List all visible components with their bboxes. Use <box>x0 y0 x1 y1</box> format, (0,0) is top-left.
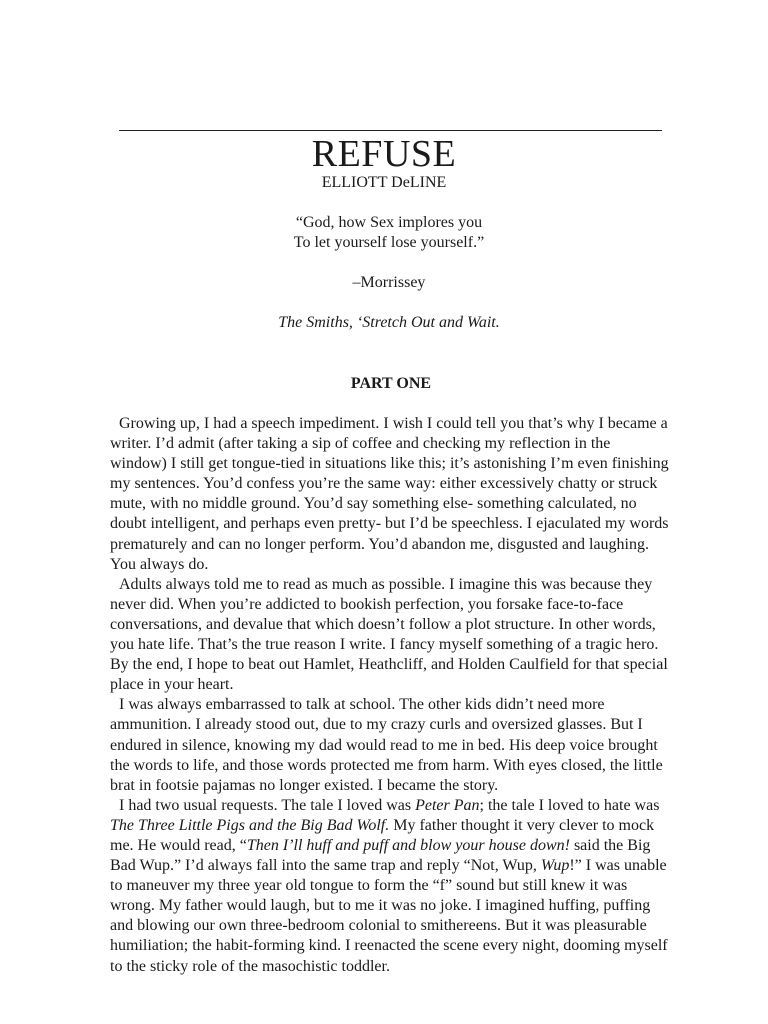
paragraph-text: !” I was unable to maneuver my three year old tongue to form the “f” sound but still knew it was wrong. My father would laugh, but to me it was no joke. I imagined huffing, puffing and blowing our own three-bedroom colonial to smithereens. But it was pleasurable humiliation; the habit-forming kind. I reenacted the scene every night, dooming myself to the sticky role of the masochistic toddler. <box>110 857 668 975</box>
italic-text: Wup <box>540 857 570 875</box>
epigraph-source: The Smiths, ‘Stretch Out and Wait. <box>278 314 500 331</box>
paragraph-text: My father thought it very clever to mock me. He would read, “ <box>110 816 655 854</box>
paragraph-text: I had two usual requests. The tale I loved was <box>119 796 416 814</box>
italic-text: Peter Pan <box>415 796 480 814</box>
epigraph-line-1: “God, how Sex implores you <box>295 214 483 231</box>
epigraph-attribution: –Morrissey <box>352 274 426 291</box>
paragraph-text: Growing up, I had a speech impediment. I wish I could tell you that’s why I became a writer. I’d admit (after taking a sip of coffee and checking my reflection in the window) I still get tongue-tied in situations like this; it’s astonishing I’m even finishing my sentences. You’d confess you’re the same way: either excessively chatty or struck mute, with no middle ground. You’d say something else- something calculated, no doubt intelligent, and perhaps even pretty- but I’d be speechless. I ejaculated my words prematurely and can no longer perform. You’d abandon me, disgusted and laughing. You always do. <box>110 415 669 573</box>
italic-text: The Three Little Pigs and the Big Bad Wolf. <box>110 816 390 834</box>
body-paragraph <box>110 695 670 795</box>
epigraph-line-2: To let yourself lose yourself.” <box>293 234 485 251</box>
body-text <box>110 414 670 977</box>
italic-text: Then I’ll huff and puff and blow your house down! <box>246 836 570 854</box>
book-title: REFUSE <box>311 133 457 175</box>
body-paragraph <box>110 414 670 575</box>
book-author: ELLIOTT DeLINE <box>321 174 447 191</box>
title-rule <box>119 130 662 131</box>
body-paragraph <box>110 796 670 977</box>
paragraph-text: said the Big Bad Wup.” I’d always fall into the same trap and reply “Not, Wup, <box>110 836 651 875</box>
body-paragraph <box>110 575 670 696</box>
paragraph-text: ; the tale I loved to hate was <box>479 796 660 814</box>
paragraph-text: I was always embarrassed to talk at school. The other kids didn’t need more ammunition. I already stood out, due to my crazy curls and oversized glasses. But I endured in silence, knowing my dad would read to me in bed. His deep voice brought the words to life, and those words protected me from harm. With eyes closed, the little brat in footsie pajamas no longer existed. I became the story. <box>110 696 663 794</box>
part-heading: PART ONE <box>350 375 432 392</box>
paragraph-text: Adults always told me to read as much as possible. I imagine this was because they never did. When you’re addicted to bookish perfection, you forsake face-to-face conversations, and devalue that which doesn’t follow a plot structure. In other words, you hate life. That’s the true reason I write. I fancy myself something of a tragic hero. By the end, I hope to beat out Hamlet, Heathcliff, and Holden Caulfield for that special place in your heart. <box>110 575 668 694</box>
